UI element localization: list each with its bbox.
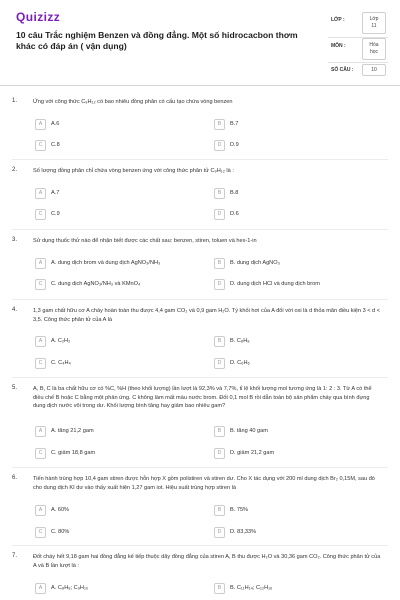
question-divider [12, 467, 388, 468]
option-text: A.6 [51, 121, 60, 127]
option-letter-box: B [214, 258, 225, 269]
option-text: D.6 [230, 211, 239, 217]
option-c[interactable] [35, 278, 195, 290]
option-letter-box: A [35, 188, 46, 199]
option-b[interactable] [214, 425, 374, 437]
quizizz-logo: Quizizz [16, 10, 61, 24]
option-text: A. C₈H₈; C₉H₁₀ [51, 585, 89, 591]
option-text: A. tăng 21,2 gam [51, 428, 94, 434]
option-d[interactable] [214, 447, 374, 459]
option-letter-box: B [214, 188, 225, 199]
option-letter-box: D [214, 279, 225, 290]
option-c[interactable] [35, 139, 195, 151]
option-text: D. 83,33% [230, 529, 257, 535]
question-number: 6. [12, 475, 18, 481]
option-letter-box: A [35, 505, 46, 516]
option-a[interactable] [35, 257, 195, 269]
option-c[interactable] [35, 357, 195, 369]
option-b[interactable] [214, 335, 374, 347]
option-letter-box: C [35, 358, 46, 369]
option-text: C. giảm 18,8 gam [51, 450, 96, 456]
question-text: Đốt cháy hết 9,18 gam hai đồng đẳng kế tiếp thuộc dãy đồng đẳng của stiren A, B thu được H₂O và 30,36 gam CO₂. Công thức phân tử của A và B lần lượt là : [33, 554, 381, 569]
subject-value-line2: học [369, 49, 379, 55]
option-d[interactable] [214, 208, 374, 220]
option-letter-box: D [214, 358, 225, 369]
option-letter-box: B [214, 583, 225, 594]
subject-value [362, 38, 386, 60]
option-text: C.9 [51, 211, 60, 217]
question-count-label: SỐ CÂU : [331, 67, 354, 73]
option-text: C. C₄H₄ [51, 360, 71, 366]
subject-value-line1: Hóa [369, 42, 379, 48]
option-letter-box: B [214, 336, 225, 347]
option-text: A.7 [51, 190, 60, 196]
option-letter-box: D [214, 448, 225, 459]
question-number: 5. [12, 385, 18, 391]
option-letter-box: C [35, 527, 46, 538]
option-letter-box: A [35, 583, 46, 594]
subject-label: MÔN : [331, 43, 346, 49]
option-a[interactable] [35, 582, 195, 594]
class-value-line1: Lớp [369, 16, 379, 22]
option-b[interactable] [214, 187, 374, 199]
question-text: Tiến hành trùng hợp 10,4 gam stiren được hỗn hợp X gồm polistiren và stiren dư. Cho X tác dụng với 200 ml dung dịch Br₂ 0,15M, sau đó cho dung dịch KI dư vào thấy xuất hiện 1,27 gam iot. Hiệu suất trùng hợp stiren là [33, 476, 375, 491]
question-number: 2. [12, 167, 18, 173]
option-letter-box: B [214, 119, 225, 130]
option-b[interactable] [214, 118, 374, 130]
question-divider [12, 377, 388, 378]
option-letter-box: A [35, 336, 46, 347]
option-a[interactable] [35, 504, 195, 516]
option-text: D.9 [230, 142, 239, 148]
option-text: A. dung dịch brom và dung dịch AgNO₃/NH₃ [51, 260, 161, 266]
option-text: B.7 [230, 121, 239, 127]
option-text: A. C₂H₂ [51, 338, 71, 344]
option-text: C.8 [51, 142, 60, 148]
question-text: Sử dụng thuốc thử nào để nhận biết được các chất sau: benzen, stiren, toluen và hex-1-in [33, 238, 257, 244]
option-text: B.8 [230, 190, 239, 196]
option-a[interactable] [35, 187, 195, 199]
option-b[interactable] [214, 582, 374, 594]
option-text: A. 60% [51, 507, 70, 513]
option-text: D. C₆H₆ [230, 360, 250, 366]
option-letter-box: B [214, 426, 225, 437]
option-letter-box: D [214, 140, 225, 151]
option-text: C. 80% [51, 529, 70, 535]
option-text: B. C₈H₈ [230, 338, 250, 344]
option-d[interactable] [214, 139, 374, 151]
option-letter-box: A [35, 258, 46, 269]
option-c[interactable] [35, 526, 195, 538]
class-value-line2: 11 [371, 23, 377, 29]
option-a[interactable] [35, 425, 195, 437]
option-text: B. tăng 40 gam [230, 428, 268, 434]
class-label: LỚP : [331, 17, 345, 23]
question-divider [12, 229, 388, 230]
worksheet-title: 10 câu Trắc nghiệm Benzen và đồng đẳng. Một số hidrocacbon thơm khác có đáp án ( vận dụng) [16, 30, 298, 51]
meta-divider [328, 62, 388, 63]
option-letter-box: C [35, 209, 46, 220]
option-letter-box: B [214, 505, 225, 516]
option-c[interactable] [35, 447, 195, 459]
option-letter-box: D [214, 527, 225, 538]
option-letter-box: A [35, 119, 46, 130]
question-text: Ứng với công thức C₉H₁₂ có bao nhiêu đồng phân có cấu tạo chứa vòng benzen [33, 99, 233, 105]
option-a[interactable] [35, 118, 195, 130]
option-letter-box: A [35, 426, 46, 437]
option-d[interactable] [214, 357, 374, 369]
option-d[interactable] [214, 526, 374, 538]
option-letter-box: D [214, 209, 225, 220]
question-divider [12, 159, 388, 160]
question-number: 7. [12, 553, 18, 559]
option-text: D. dung dịch HCl và dung dịch brom [230, 281, 320, 287]
question-number: 4. [12, 307, 18, 313]
option-text: B. dung dịch AgNO₃ [230, 260, 280, 266]
class-value [362, 12, 386, 34]
option-text: D. giảm 21,2 gam [230, 450, 275, 456]
option-d[interactable] [214, 278, 374, 290]
option-a[interactable] [35, 335, 195, 347]
worksheet-header [0, 0, 400, 86]
question-count-value: 10 [362, 64, 386, 76]
option-c[interactable] [35, 208, 195, 220]
option-b[interactable] [214, 504, 374, 516]
option-b[interactable] [214, 257, 374, 269]
question-text: 1,3 gam chất hữu cơ A cháy hoàn toàn thu được 4,4 gam CO₂ và 0,9 gam H₂O. Tỷ khối hơi của A đối với oxi là d thỏa mãn điều kiện 3 < d < 3,5. Công thức phân tử của A là [33, 308, 380, 323]
question-text: Số lượng đồng phân chỉ chứa vòng benzen ứng với công thức phân tử C₉H₁₂ là : [33, 168, 234, 174]
question-number: 3. [12, 237, 18, 243]
option-letter-box: C [35, 448, 46, 459]
option-letter-box: C [35, 140, 46, 151]
option-text: B. 75% [230, 507, 249, 513]
question-number: 1. [12, 98, 18, 104]
question-text: A, B, C là ba chất hữu cơ có %C, %H (theo khối lượng) lần lượt là 92,3% và 7,7%, tỉ lệ khối lượng mol tương ứng là 1: 2 : 3. Từ A có thể điều chế B hoặc C bằng một phản ứng. C không làm mất màu nước brom. Đốt 0,1 mol B rồi dẫn toàn bộ sản phẩm cháy qua bình đựng dung dịch nước vôi trong dư. Khối lượng bình tăng hay giảm bao nhiêu gam? [33, 386, 372, 409]
question-divider [12, 545, 388, 546]
option-letter-box: C [35, 279, 46, 290]
question-divider [12, 299, 388, 300]
option-text: C. dung dịch AgNO₃/NH₃ và KMnO₄ [51, 281, 141, 287]
option-text: B. C₁₁H₁₄; C₁₂H₁₆ [230, 585, 273, 591]
